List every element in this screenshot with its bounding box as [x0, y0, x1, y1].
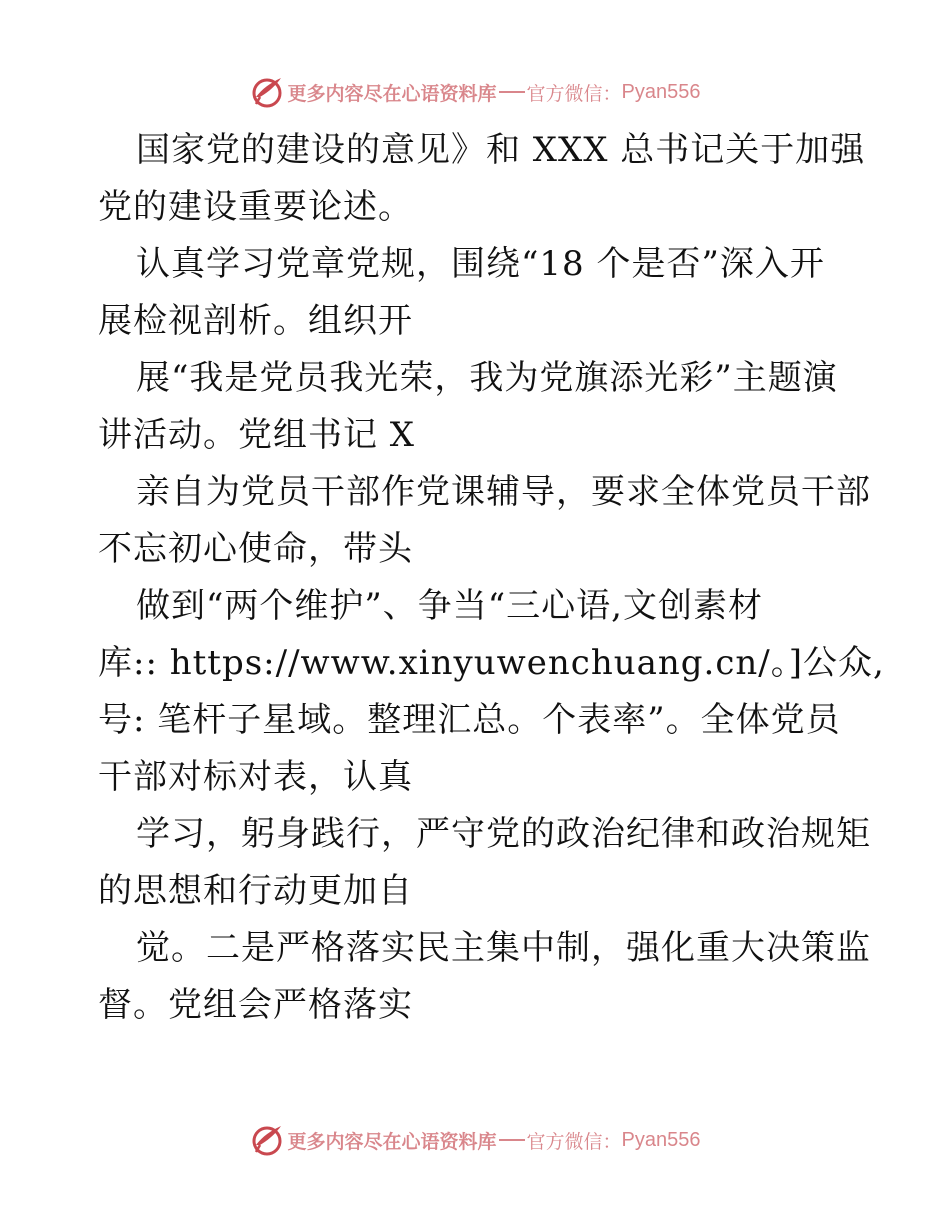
watermark-main-text: 更多内容尽在心语资料库: [287, 1130, 497, 1153]
body-line: 干部对标对表，认真: [98, 757, 413, 797]
watermark-main-text: 更多内容尽在心语资料库: [287, 82, 497, 105]
watermark-wechat-label: 官方微信：: [526, 1130, 622, 1153]
document-body: [98, 122, 885, 1034]
feather-pen-seal-icon: [250, 75, 284, 109]
body-line: 党的建设重要论述。: [98, 187, 413, 227]
body-line: 号: 笔杆子星域。整理汇总。个表率”。全体党员: [98, 700, 841, 740]
body-line: 不忘初心使命，带头: [98, 529, 413, 569]
body-line: 督。党组会严格落实: [98, 985, 413, 1025]
watermark-dash: [499, 1139, 525, 1141]
body-line: 亲自为党员干部作党课辅导，要求全体党员干部: [136, 472, 871, 512]
watermark-wechat-id: Pyan556: [621, 1128, 701, 1151]
footer-watermark: [0, 1120, 950, 1160]
body-line: 的思想和行动更加自: [98, 871, 413, 911]
body-line: 国家党的建设的意见》和 XXX 总书记关于加强: [136, 130, 866, 170]
body-line: 讲活动。党组书记 X: [98, 415, 416, 455]
watermark-wechat-label: 官方微信：: [526, 82, 622, 105]
body-line: 觉。二是严格落实民主集中制，强化重大决策监: [136, 928, 871, 968]
body-line: 做到“两个维护”、争当“三心语,文创素材: [136, 586, 763, 626]
body-line: 学习，躬身践行，严守党的政治纪律和政治规矩: [136, 814, 871, 854]
watermark-wechat-id: Pyan556: [621, 80, 701, 103]
watermark-dash: [499, 91, 525, 93]
body-line: 展检视剖析。组织开: [98, 301, 413, 341]
body-line: 库:: https://www.xinyuwenchuang.cn/。]公众,: [98, 643, 885, 683]
body-line: 展“我是党员我光荣，我为党旗添光彩”主题演: [136, 358, 838, 398]
feather-pen-seal-icon: [250, 1123, 284, 1157]
body-line: 认真学习党章党规，围绕“18 个是否”深入开: [136, 244, 825, 284]
header-watermark: [0, 72, 950, 112]
